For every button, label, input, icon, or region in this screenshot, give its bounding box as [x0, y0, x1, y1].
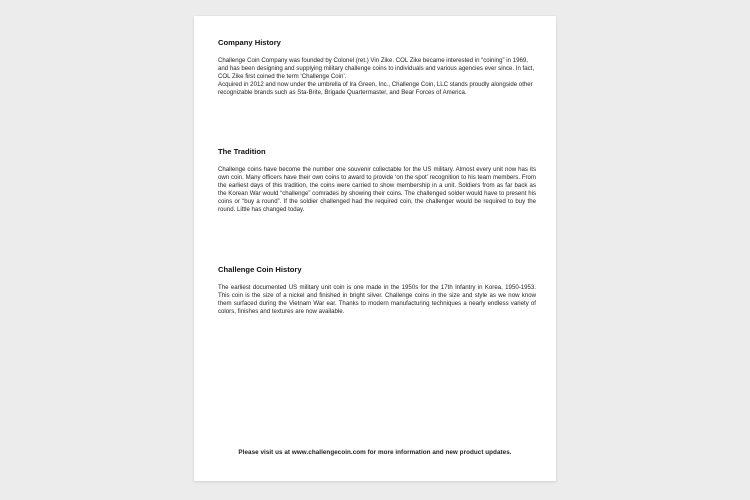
document-page	[194, 16, 556, 481]
section-paragraph: The earliest documented US military unit coin is one made in the 1950s for the 17th Infantry in Korea, 1950-1953. This coin is the size of a nickel and finished in bright silver. Challenge coins in the size and style as we now know them surfaced during the Vietnam War ear. Thanks to modern manufacturing techniques a nearly endless variety of colors, finishes and textures are now available.	[218, 284, 536, 315]
section-paragraph: Acquired in 2012 and now under the umbrella of Ira Green, Inc., Challenge Coin, LLC stands proudly alongside other recognizable brands such as Sta-Brite, Brigade Quartermaster, and Bear Forces of America.	[218, 81, 533, 96]
section-paragraph: Challenge Coin Company was founded by Colonel (ret.) Vin Zike. COL Zike became interested in “coining” in 1969, and has been designing and supplying military challenge coins to individuals and various agencies ever since. In fact, COL Zike first coined the term ‘Challenge Coin’.	[218, 57, 535, 80]
section-heading: Challenge Coin History	[218, 265, 302, 274]
section-the-tradition	[218, 147, 536, 214]
section-challenge-coin-history	[218, 265, 536, 316]
footer-note: Please visit us at www.challengecoin.com for more information and new product updates.	[238, 449, 512, 456]
section-heading: The Tradition	[218, 147, 266, 156]
section-heading: Company History	[218, 38, 281, 47]
section-paragraph: Challenge coins have become the number one souvenir collectable for the US military. Almost every unit now has its own coin. Many officers have their own coins to award to provide ‘on the spot’ recognition to his team members. From the earliest days of this tradition, the coins were carried to show membership in a unit. Soldiers from as far back as the Korean War would “challenge” comrades by showing their coins. The challenged solder would have to present his coins or “buy a round”. If the soldier challenged had the required coin, the challenger would be required to buy the round. Little has changed today.	[218, 166, 536, 213]
section-company-history	[218, 38, 536, 97]
